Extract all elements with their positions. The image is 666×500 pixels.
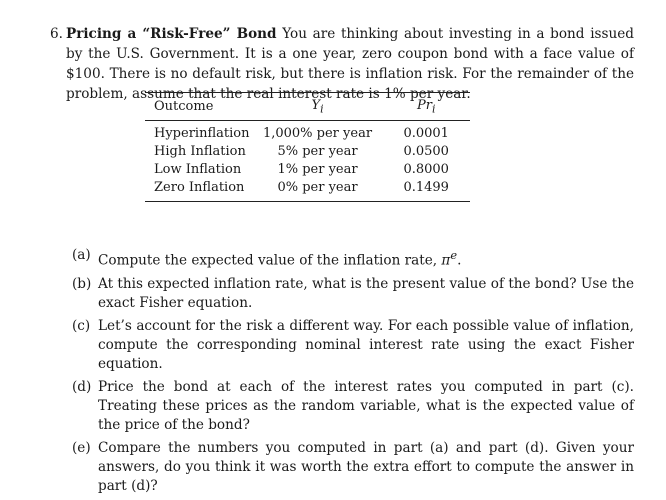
part-label: (a) [72,247,91,263]
table-row [145,179,470,202]
cell-prob: 0.1499 [382,179,470,202]
cell-outcome: Low Inflation [154,162,242,177]
part-e [68,439,634,496]
table-row [145,121,470,144]
prob-symbol: Pr [416,97,432,113]
part-text: Compute the expected value of the inflation rate, [98,252,442,269]
part-label: (b) [72,275,92,292]
part-label: (c) [72,317,91,334]
cell-prob: 0.8000 [403,162,449,177]
part-d [68,378,634,435]
yield-subscript: i [320,102,324,116]
cell-rate: 1,000% per year [262,126,373,141]
cell-outcome: Hyperinflation [154,126,250,141]
table-row [145,161,470,179]
part-text-end: . [457,252,462,269]
table-row [145,143,470,161]
pi-symbol: π [441,252,451,269]
part-text: Price the bond at each of the interest rates you computed in part (c). Treating these prices as the random variable, what is the expected value of the price of the bond? [98,378,634,433]
cell-rate: 5% per year [277,144,358,159]
question-parts [68,246,634,500]
header-yield [253,93,383,121]
header-probability [382,93,470,121]
part-a [68,246,634,271]
part-label: (d) [72,378,92,395]
part-text: Let’s account for the risk a different way. For each possible value of inflation, compute the corresponding nominal interest rate using the exact Fisher equation. [98,317,634,372]
part-c [68,317,634,374]
part-label: (e) [72,439,91,456]
cell-rate: 1% per year [277,162,358,177]
prob-subscript: i [431,102,436,116]
part-b [68,275,634,313]
pi-superscript: e [450,248,458,262]
yield-symbol: Y [311,97,321,113]
cell-outcome: High Inflation [154,144,246,159]
problem-title: Pricing a “Risk-Free” Bond [66,26,277,42]
cell-outcome: Zero Inflation [145,179,253,202]
part-text: At this expected inflation rate, what is the present value of the bond? Use the exact Fisher equation. [98,275,634,311]
part-text: Compare the numbers you computed in part (a) and part (d). Given your answers, do you think it was worth the extra effort to compute the answer in part (d)? [98,439,634,494]
outcome-table-wrapper [145,92,470,202]
table-header-row [145,93,470,121]
header-outcome: Outcome [145,93,253,121]
cell-prob: 0.0500 [403,144,449,159]
problem-number: 6. [50,26,63,42]
outcome-table [145,92,470,202]
cell-prob: 0.0001 [403,126,449,141]
cell-rate: 0% per year [253,179,383,202]
problem-intro-text: You are thinking about investing in a bond issued by the U.S. Government. It is a one year, zero coupon bond with a face value of $100. There is no default risk, but there is inflation risk. For the remainder of the problem, assume that the real interest rate is 1% per year. [66,26,634,102]
